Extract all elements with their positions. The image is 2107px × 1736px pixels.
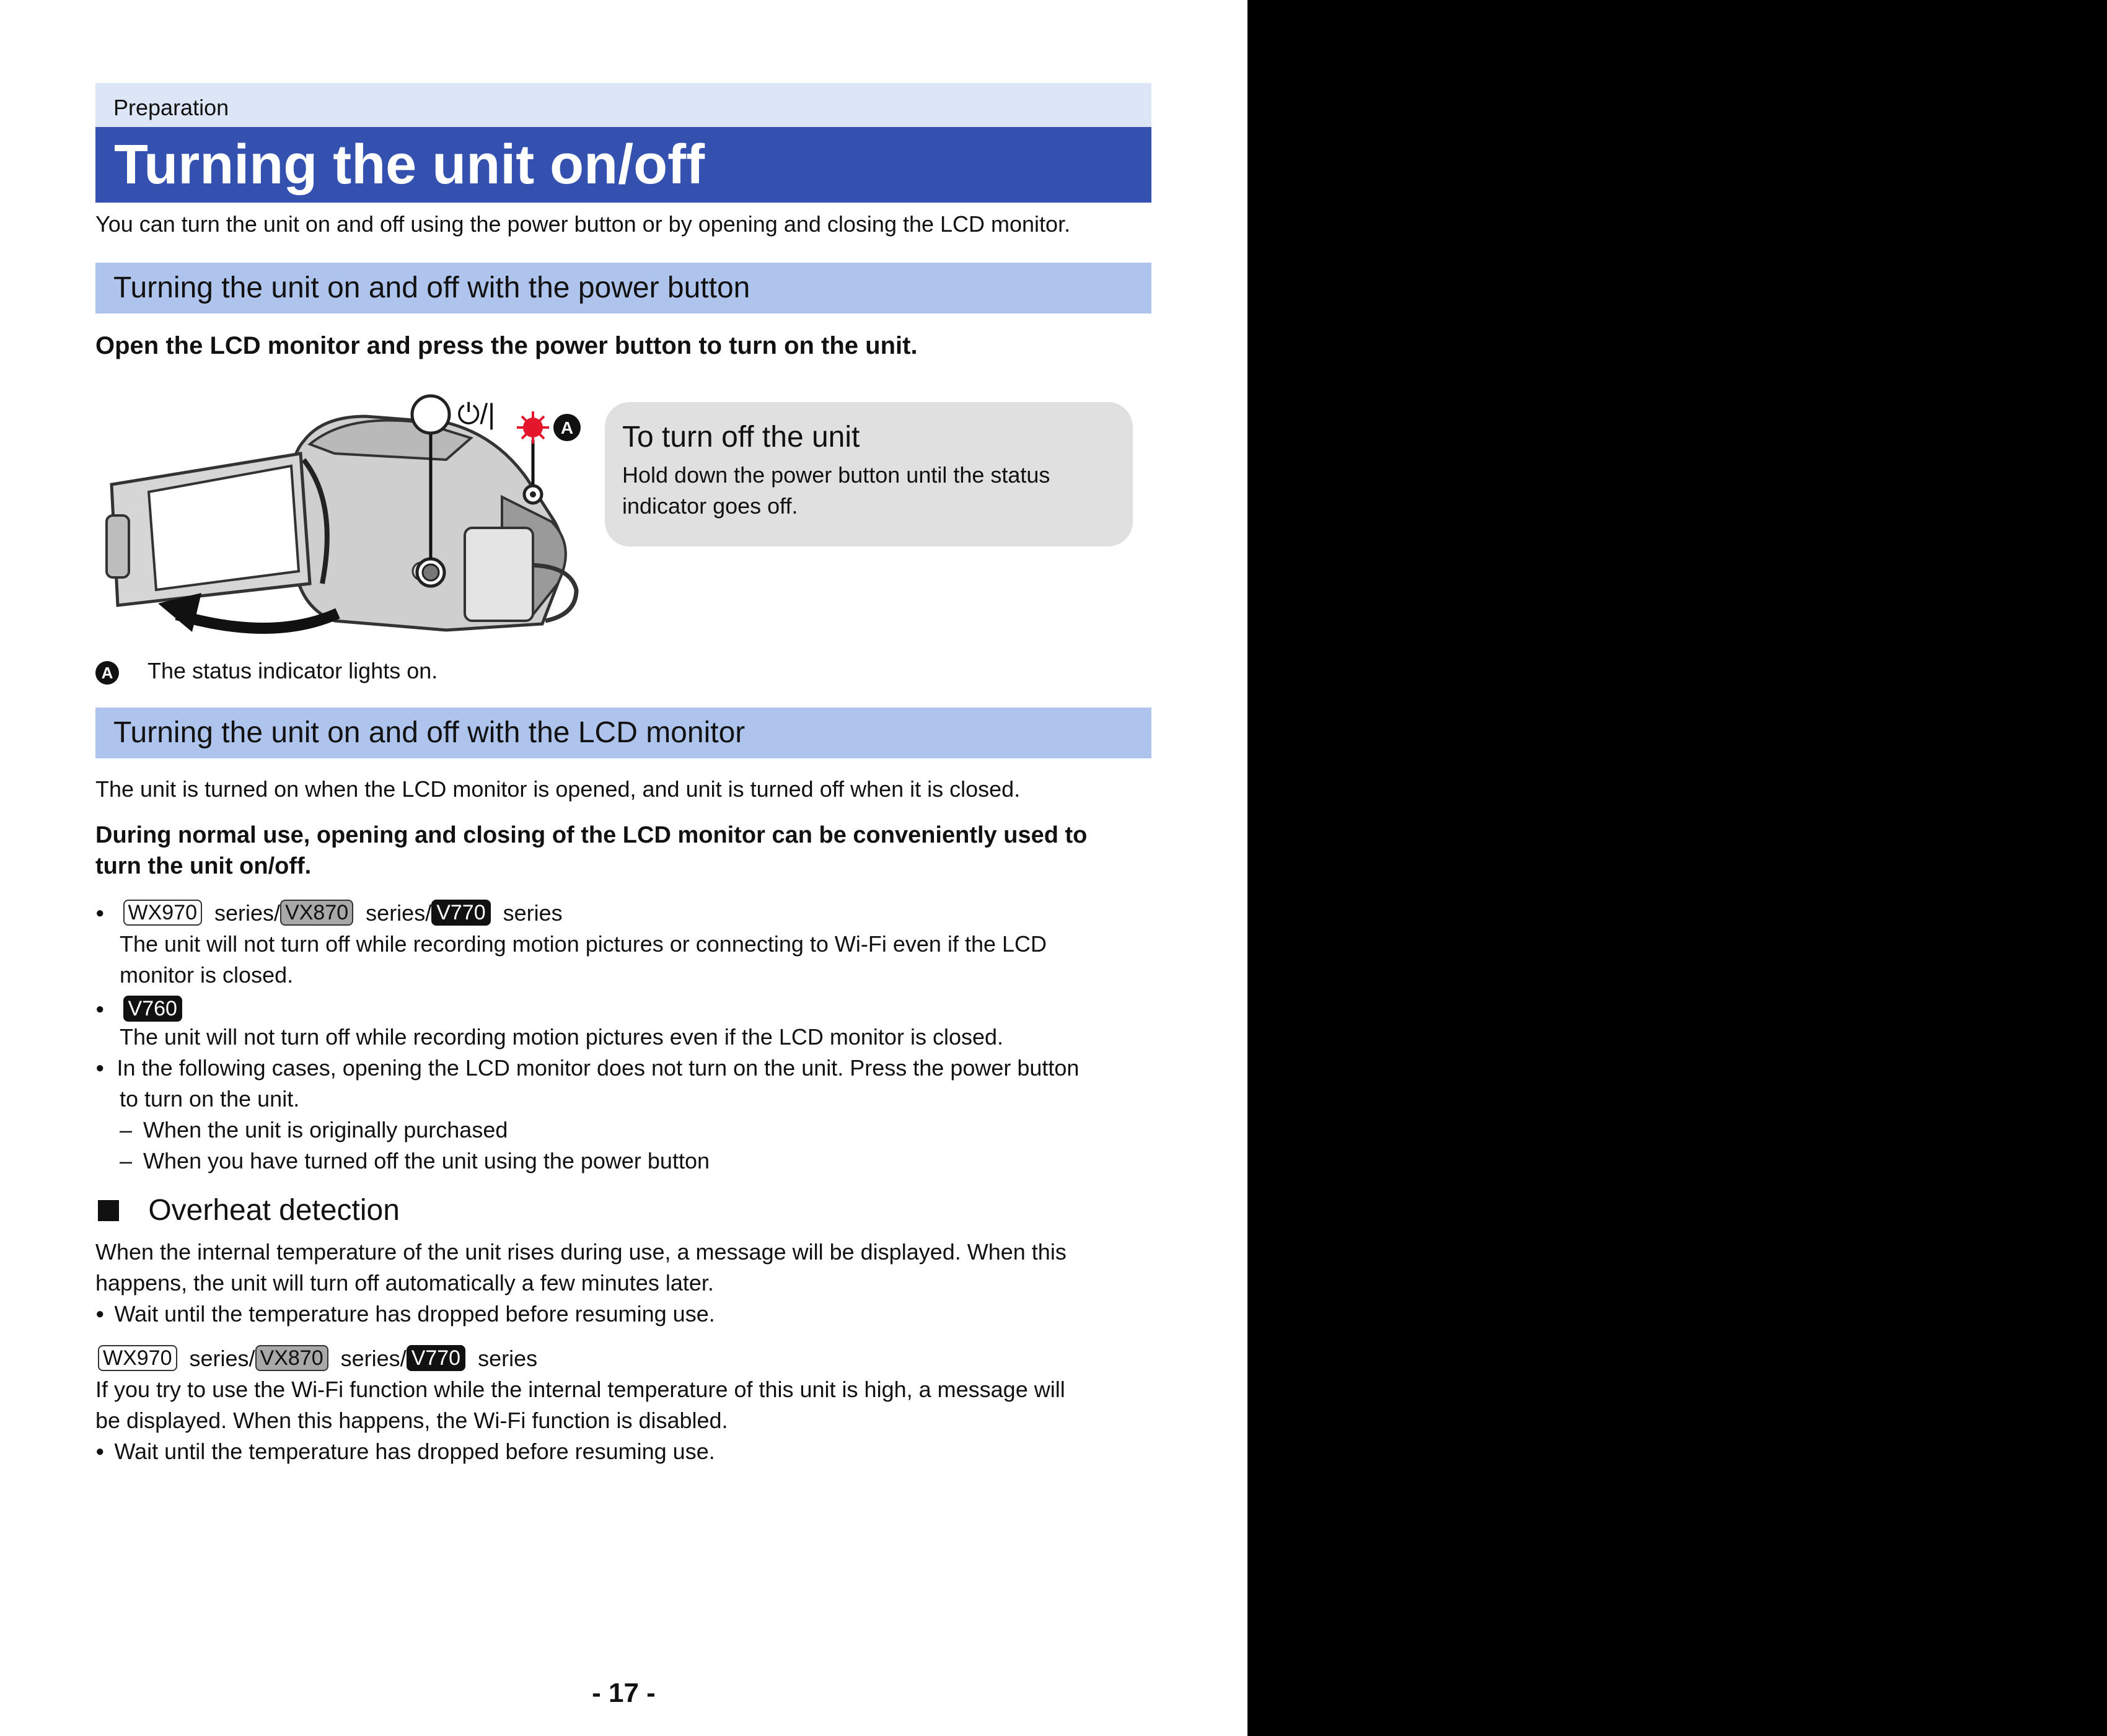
status-indicator-lamp (530, 491, 536, 498)
overheat-wait-2 (95, 1436, 715, 1467)
case-text: When you have turned off the unit using the power button (143, 1148, 710, 1173)
bullet-dot: ● (95, 1443, 105, 1460)
case-1 (120, 1115, 508, 1146)
model-badge-vx870: VX870 (280, 900, 353, 926)
section-heading-lcd: Turning the unit on and off with the LCD monitor (113, 716, 746, 749)
callout-line: indicator goes off. (622, 493, 798, 519)
note-line: In the following cases, opening the LCD monitor does not turn on the unit. Press the power button (117, 1055, 1080, 1081)
category-bar (95, 83, 1151, 127)
bullet-models-1 (95, 898, 563, 929)
power-button (423, 564, 439, 581)
power-symbol: ⏻/| (457, 398, 496, 430)
overheat-heading-text: Overheat detection (148, 1194, 400, 1227)
series-text: series/ (366, 900, 432, 926)
bullet-dot: ● (95, 1059, 105, 1076)
paragraph-line: If you try to use the Wi-Fi function while the internal temperature of this unit is high, a message will (95, 1377, 1065, 1402)
bullet-dot: ● (95, 1001, 105, 1017)
status-light-icon (517, 411, 549, 444)
lcd-edge-control (107, 515, 129, 577)
note-2: The unit will not turn off while recording motion pictures even if the LCD monitor is closed. (120, 1024, 1004, 1050)
open-arrow-icon (177, 613, 338, 628)
bullet-models-2 (95, 994, 182, 1025)
wait-text: Wait until the temperature has dropped before resuming use. (114, 1439, 715, 1464)
intro-text: You can turn the unit on and off using the power button or by opening and closing the LCD monitor. (95, 211, 1071, 237)
paragraph-line: be displayed. When this happens, the Wi-Fi function is disabled. (95, 1408, 728, 1433)
overheat-heading (98, 1193, 400, 1227)
series-text: series (503, 900, 563, 926)
callout-text (622, 460, 1050, 522)
overheat-wait-1 (95, 1299, 715, 1330)
square-bullet-icon (98, 1200, 119, 1221)
model-badge-v770: V770 (407, 1345, 465, 1371)
model-badge-wx970: WX970 (98, 1345, 177, 1371)
model-badge-vx870: VX870 (255, 1345, 328, 1371)
model-badge-v770: V770 (431, 900, 490, 926)
caption-text: The status indicator lights on. (147, 658, 438, 683)
note-line: monitor is closed. (120, 962, 294, 988)
dash: – (120, 1148, 133, 1173)
case-2 (120, 1146, 710, 1177)
bullet-dot: ● (95, 1305, 105, 1322)
page-number: - 17 - (592, 1678, 656, 1708)
paragraph-line: When the internal temperature of the unit rises during use, a message will be displayed. When this (95, 1239, 1067, 1265)
dash: – (120, 1117, 133, 1142)
callout-line: Hold down the power button until the status (622, 462, 1050, 488)
power-instruction: Open the LCD monitor and press the power button to turn on the unit. (95, 332, 918, 359)
note-1 (120, 929, 1047, 991)
marker-a-letter: A (560, 418, 574, 437)
bold-line: turn the unit on/off. (95, 853, 312, 879)
lcd-intro: The unit is turned on when the LCD monitor is opened, and unit is turned off when it is closed. (95, 776, 1021, 802)
case-text: When the unit is originally purchased (143, 1117, 508, 1142)
series-text: series (478, 1346, 538, 1371)
series-text: series/ (214, 900, 281, 926)
side-panel (465, 528, 533, 621)
note-3-cont: to turn on the unit. (120, 1086, 300, 1111)
right-black-margin (1247, 0, 2107, 1736)
status-caption (95, 655, 438, 686)
paragraph-line: happens, the unit will turn off automatically a few minutes later. (95, 1270, 714, 1295)
bullet-note-3 (95, 1053, 1079, 1084)
overheat-models (98, 1343, 537, 1374)
model-badge-wx970: WX970 (123, 900, 203, 926)
power-callout-circle (412, 396, 449, 433)
series-text: series/ (189, 1346, 255, 1371)
bold-line: During normal use, opening and closing of the LCD monitor can be conveniently used to (95, 822, 1088, 848)
wait-text: Wait until the temperature has dropped before resuming use. (114, 1301, 715, 1326)
callout-title: To turn off the unit (622, 421, 860, 454)
marker-a-icon: A (95, 661, 119, 685)
bullet-dot: ● (95, 905, 105, 921)
section-heading-power: Turning the unit on and off with the power button (113, 271, 750, 304)
overheat-paragraph-2 (95, 1374, 1065, 1436)
page-title: Turning the unit on/off (114, 134, 705, 196)
series-text: series/ (340, 1346, 407, 1371)
model-badge-v760: V760 (123, 996, 182, 1022)
lcd-bold-note (95, 820, 1087, 882)
category-label: Preparation (113, 95, 229, 120)
camcorder-illustration (99, 379, 595, 639)
overheat-paragraph-1 (95, 1237, 1067, 1299)
note-line: The unit will not turn off while recording motion pictures or connecting to Wi-Fi even if the LCD (120, 931, 1047, 957)
